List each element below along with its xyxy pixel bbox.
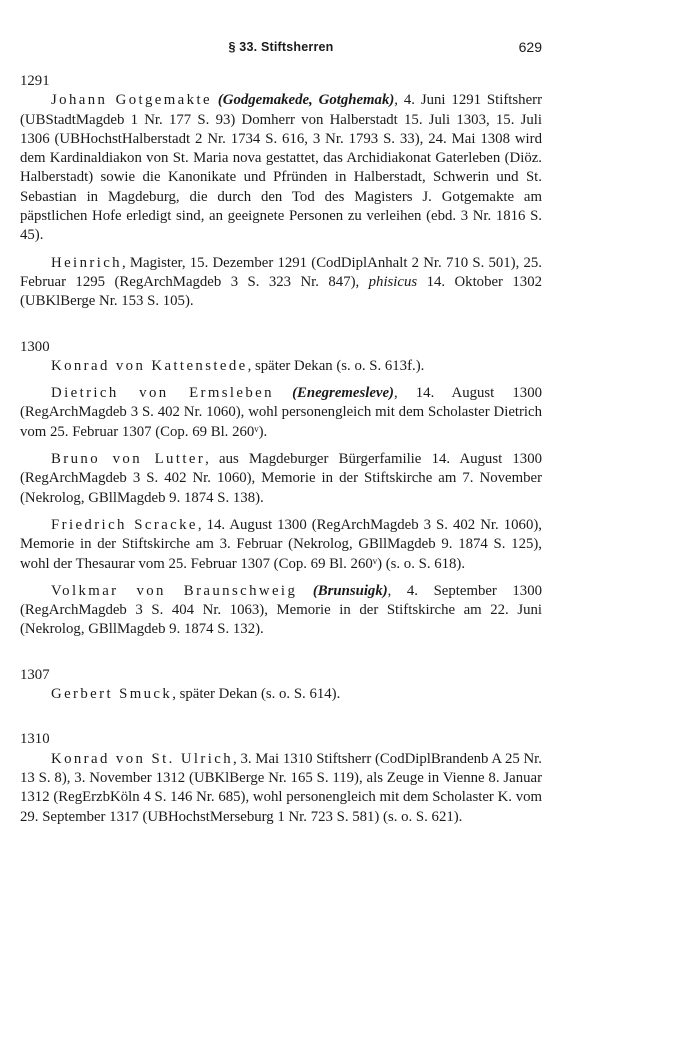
entry-konrad-von-st-ulrich xyxy=(20,750,542,827)
person-name: Volkmar von Braunschweig xyxy=(51,582,298,599)
entry-text: , 14. August 1300 (RegArchMagdeb 3 S. 402 Nr. 1060), wohl personengleich mit dem Scholaster Dietrich vom 25. Februar 1307 (Cop. 69 Bl. 260ᵛ). xyxy=(20,385,542,440)
person-name: Friedrich Scracke xyxy=(51,516,198,533)
name-variant: (Enegremesleve) xyxy=(292,385,394,402)
entry-text: , später Dekan (s. o. S. 613f.). xyxy=(247,357,425,374)
entry-bruno-von-lutter xyxy=(20,450,542,508)
person-name: Dietrich von Ermsleben xyxy=(51,385,274,402)
year-heading: 1291 xyxy=(20,73,50,89)
entry-konrad-von-kattenstede xyxy=(20,357,542,376)
person-name: Johann Gotgemakte xyxy=(51,92,212,109)
entry-text: , 4. September 1300 (RegArchMagdeb 3 S. 404 Nr. 1063), Memorie in der Stiftskirche am 22. Juni (Nekrolog, GBllMagdeb 9. 1874 S. 132). xyxy=(20,582,542,638)
entry-italic-term: phisicus xyxy=(368,273,418,290)
entry-text: , später Dekan (s. o. S. 614). xyxy=(172,686,341,703)
document-body xyxy=(20,72,542,827)
page-number: 629 xyxy=(518,39,542,55)
entry-text: , aus Magdeburger Bürgerfamilie 14. August 1300 (RegArchMagdeb 3 S. 402 Nr. 1060), Memorie in der Stiftskirche am 7. November (Nekrolog, GBllMagdeb 9. 1874 S. 138). xyxy=(20,451,543,506)
entry-text: , 4. Juni 1291 Stiftsherr (UBStadtMagdeb 1 Nr. 177 S. 93) Domherr von Halberstadt 15. Juli 1303, 15. Juli 1306 (UBHochstHalberstadt 2 Nr. 1734 S. 616, 3 Nr. 1793 S. 33), 24. Mai 1308 wird dem Kardinaldiakon von St. Maria nova gestattet, das Archidiakonat Gaterleben (Diöz. Halberstadt) sowie die Kanonikate und Pfründen in Halberstadt, Schwerin und St. Sebastian in Magdeburg, die durch den Tod des Magisters J. Gotgemakte am päpstlichen Hofe erledigt sind, an geeignete Personen zu verleihen (ebd. 3 Nr. 1816 S. 45). xyxy=(20,92,542,244)
running-head xyxy=(20,40,542,60)
year-heading: 1310 xyxy=(20,731,50,748)
year-heading: 1307 xyxy=(20,666,50,683)
person-name: Heinrich xyxy=(51,254,122,271)
entry-text: , 3. Mai 1310 Stiftsherr (CodDiplBrandenb A 25 Nr. 13 S. 8), 3. November 1312 (UBKlBerge Nr. 165 S. 119), als Zeuge in Vienne 8. Januar 1312 (RegErzbKöln 4 S. 146 Nr. 685), wohl personengleich mit dem Scholaster K. vom 29. September 1317 (UBHochstMerseburg 1 Nr. 723 S. 581) (s. o. S. 621). xyxy=(20,750,542,825)
entry-text: , Magister, 15. Dezember 1291 (CodDiplAnhalt 2 Nr. 710 S. 501), 25. Februar 1295 (RegArchMagdeb 3 S. 323 Nr. 847), xyxy=(20,254,542,290)
entry-heinrich xyxy=(20,254,542,312)
entry-friedrich-scracke xyxy=(20,516,542,574)
entry-johann-gotgemakte xyxy=(20,91,542,245)
entry-gerbert-smuck xyxy=(20,685,542,704)
entry-text: , 14. August 1300 (RegArchMagdeb 3 S. 402 Nr. 1060), Memorie in der Stiftskirche am 3. Februar (Nekrolog, GBllMagdeb 9. 1874 S. 125), wohl der Thesaurar vom 25. Februar 1307 (Cop. 69 Bl. 260ᵛ) (s. o. S. 618). xyxy=(20,516,542,572)
entry-text-after: 14. Oktober 1302 (UBKlBerge Nr. 153 S. 105). xyxy=(20,273,542,310)
section-title: § 33. Stiftsherren xyxy=(228,40,334,54)
person-name: Konrad von St. Ulrich xyxy=(51,750,234,767)
name-variant: (Godgemakede, Gotghemak) xyxy=(217,92,395,109)
year-heading: 1300 xyxy=(20,338,50,355)
person-name: Bruno von Lutter xyxy=(51,451,206,468)
entry-dietrich-von-ermsleben xyxy=(20,384,542,442)
person-name: Konrad von Kattenstede xyxy=(51,357,248,374)
entry-volkmar-von-braunschweig xyxy=(20,582,542,640)
person-name: Gerbert Smuck xyxy=(51,686,173,703)
name-variant: (Brunsuigk) xyxy=(312,582,388,599)
